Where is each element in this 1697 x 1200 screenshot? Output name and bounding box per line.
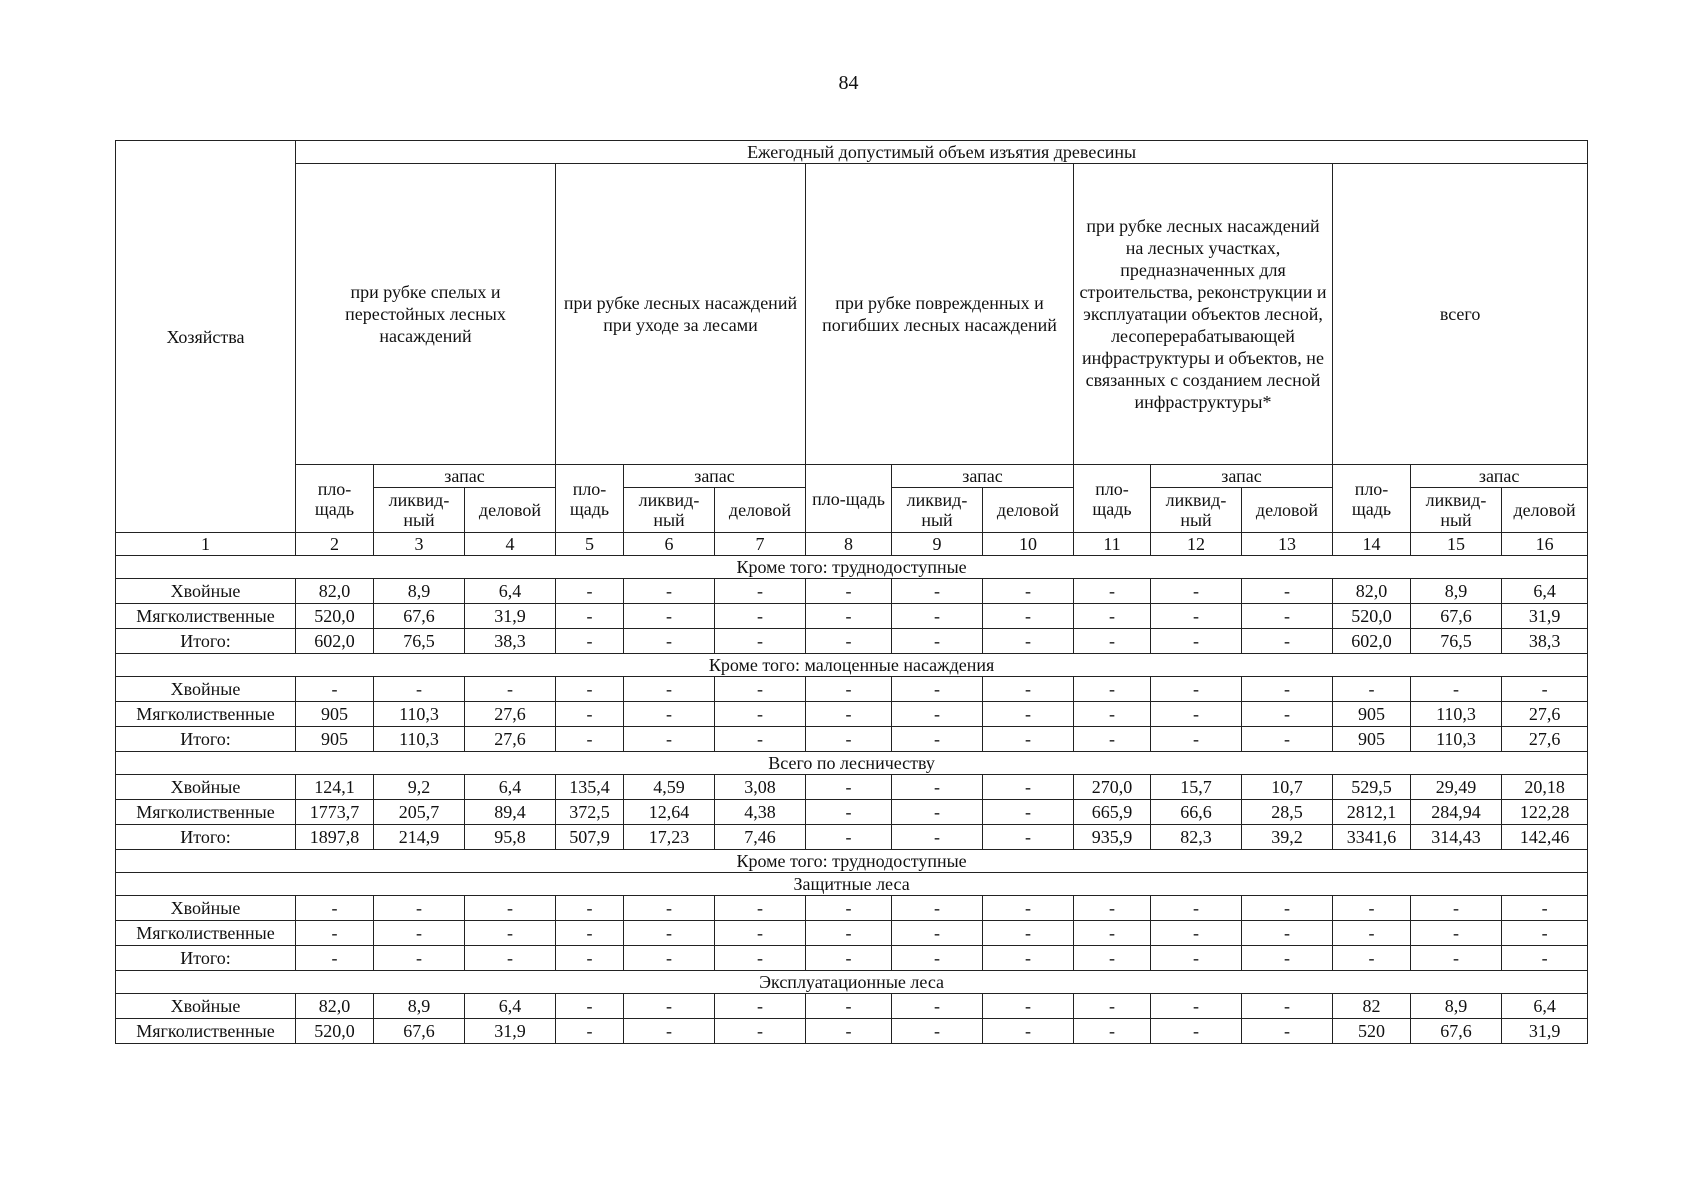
column-number: 6 bbox=[624, 533, 715, 556]
table-cell: - bbox=[624, 1019, 715, 1044]
table-cell: 6,4 bbox=[465, 994, 556, 1019]
table-cell: 95,8 bbox=[465, 825, 556, 850]
table-cell: 82,0 bbox=[296, 579, 374, 604]
table-cell: 6,4 bbox=[465, 775, 556, 800]
table-cell: 270,0 bbox=[1074, 775, 1151, 800]
table-row bbox=[116, 800, 1588, 825]
section-row bbox=[116, 873, 1588, 896]
table-row bbox=[116, 775, 1588, 800]
table-cell: 67,6 bbox=[374, 604, 465, 629]
header-households: Хозяйства bbox=[116, 141, 296, 533]
table-cell: - bbox=[1151, 629, 1242, 654]
table-cell: 89,4 bbox=[465, 800, 556, 825]
table-cell: - bbox=[806, 629, 892, 654]
table-cell: - bbox=[983, 1019, 1074, 1044]
table-cell: - bbox=[1074, 629, 1151, 654]
table-cell: 214,9 bbox=[374, 825, 465, 850]
row-label: Мягколиственные bbox=[116, 921, 296, 946]
table-cell: - bbox=[1502, 921, 1588, 946]
table-cell: - bbox=[556, 994, 624, 1019]
table-cell: - bbox=[715, 896, 806, 921]
column-number: 12 bbox=[1151, 533, 1242, 556]
table-cell: - bbox=[1242, 629, 1333, 654]
table-cell: - bbox=[983, 775, 1074, 800]
header-liquid: ликвид-ный bbox=[374, 488, 465, 533]
column-number: 10 bbox=[983, 533, 1074, 556]
header-group-mature: при рубке спелых и перестойных лесных насаждений bbox=[296, 164, 556, 465]
table-cell: - bbox=[1502, 896, 1588, 921]
table-cell: - bbox=[892, 677, 983, 702]
header-liquid: ликвид-ный bbox=[892, 488, 983, 533]
row-label: Хвойные bbox=[116, 677, 296, 702]
table-cell: 31,9 bbox=[1502, 1019, 1588, 1044]
table-cell: 8,9 bbox=[1411, 994, 1502, 1019]
table-cell: - bbox=[806, 994, 892, 1019]
table-cell: - bbox=[624, 677, 715, 702]
table-row bbox=[116, 946, 1588, 971]
table-cell: - bbox=[715, 579, 806, 604]
table-cell: 110,3 bbox=[374, 702, 465, 727]
table-cell: - bbox=[1242, 896, 1333, 921]
table-cell: 905 bbox=[296, 727, 374, 752]
table-cell: - bbox=[1242, 677, 1333, 702]
table-cell: 284,94 bbox=[1411, 800, 1502, 825]
table-cell: - bbox=[1242, 994, 1333, 1019]
table-row bbox=[116, 896, 1588, 921]
table-cell: 2812,1 bbox=[1333, 800, 1411, 825]
table-cell: - bbox=[296, 677, 374, 702]
row-label: Хвойные bbox=[116, 994, 296, 1019]
table-cell: - bbox=[983, 604, 1074, 629]
section-row bbox=[116, 850, 1588, 873]
table-cell: 17,23 bbox=[624, 825, 715, 850]
header-group-total: всего bbox=[1333, 164, 1588, 465]
table-row bbox=[116, 994, 1588, 1019]
table-cell: 602,0 bbox=[1333, 629, 1411, 654]
table-cell: - bbox=[1151, 727, 1242, 752]
table-cell: - bbox=[806, 727, 892, 752]
table-cell: 27,6 bbox=[1502, 727, 1588, 752]
row-label: Мягколиственные bbox=[116, 800, 296, 825]
table-cell: 529,5 bbox=[1333, 775, 1411, 800]
column-number: 5 bbox=[556, 533, 624, 556]
header-liquid: ликвид-ный bbox=[1151, 488, 1242, 533]
page-number: 84 bbox=[838, 72, 859, 94]
table-cell: - bbox=[1074, 921, 1151, 946]
table-cell: - bbox=[806, 800, 892, 825]
header-liquid: ликвид-ный bbox=[624, 488, 715, 533]
table-cell: - bbox=[624, 604, 715, 629]
table-cell: 602,0 bbox=[296, 629, 374, 654]
row-label: Мягколиственные bbox=[116, 702, 296, 727]
table-cell: - bbox=[892, 579, 983, 604]
table-cell: - bbox=[892, 1019, 983, 1044]
table-cell: 1897,8 bbox=[296, 825, 374, 850]
table-cell: - bbox=[715, 1019, 806, 1044]
table-cell: - bbox=[1151, 921, 1242, 946]
table-row bbox=[116, 677, 1588, 702]
table-cell: 9,2 bbox=[374, 775, 465, 800]
table-cell: 20,18 bbox=[1502, 775, 1588, 800]
column-number: 15 bbox=[1411, 533, 1502, 556]
table-cell: - bbox=[465, 921, 556, 946]
column-number: 7 bbox=[715, 533, 806, 556]
table-cell: - bbox=[556, 677, 624, 702]
table-cell: - bbox=[806, 921, 892, 946]
row-label: Мягколиственные bbox=[116, 604, 296, 629]
table-cell: 76,5 bbox=[1411, 629, 1502, 654]
table-cell: 520 bbox=[1333, 1019, 1411, 1044]
column-number: 4 bbox=[465, 533, 556, 556]
table-cell: 905 bbox=[296, 702, 374, 727]
table-cell: - bbox=[1242, 727, 1333, 752]
header-area: пло-щадь bbox=[296, 465, 374, 533]
table-cell: - bbox=[556, 629, 624, 654]
table-cell: - bbox=[892, 629, 983, 654]
row-label: Хвойные bbox=[116, 896, 296, 921]
table-cell: - bbox=[1242, 1019, 1333, 1044]
table-cell: - bbox=[715, 702, 806, 727]
header-business: деловой bbox=[983, 488, 1074, 533]
table-cell: 314,43 bbox=[1411, 825, 1502, 850]
table-cell: - bbox=[1074, 1019, 1151, 1044]
table-cell: - bbox=[1151, 579, 1242, 604]
table-row bbox=[116, 825, 1588, 850]
header-stock: запас bbox=[624, 465, 806, 488]
table-cell: - bbox=[983, 629, 1074, 654]
table-cell: - bbox=[715, 946, 806, 971]
table-cell: - bbox=[556, 896, 624, 921]
table-cell: - bbox=[892, 727, 983, 752]
table-cell: 29,49 bbox=[1411, 775, 1502, 800]
section-row bbox=[116, 752, 1588, 775]
table-cell: 520,0 bbox=[296, 604, 374, 629]
table-cell: - bbox=[624, 702, 715, 727]
column-number: 9 bbox=[892, 533, 983, 556]
table-cell: - bbox=[715, 994, 806, 1019]
table-cell: - bbox=[624, 921, 715, 946]
table-cell: - bbox=[892, 775, 983, 800]
table-cell: 935,9 bbox=[1074, 825, 1151, 850]
table-cell: - bbox=[1074, 702, 1151, 727]
table-cell: - bbox=[892, 994, 983, 1019]
column-number: 2 bbox=[296, 533, 374, 556]
header-group-construction: при рубке лесных насаждений на лесных участках, предназначенных для строительства, реконструкции и эксплуатации объектов лесной, лесоперерабатывающей инфраструктуры и объектов, не связанных с созданием лесной инфраструктуры* bbox=[1074, 164, 1333, 465]
table-cell: 110,3 bbox=[1411, 727, 1502, 752]
table-cell: 31,9 bbox=[465, 604, 556, 629]
table-cell: 39,2 bbox=[1242, 825, 1333, 850]
header-area: пло-щадь bbox=[1333, 465, 1411, 533]
section-row bbox=[116, 654, 1588, 677]
column-number: 14 bbox=[1333, 533, 1411, 556]
section-title: Кроме того: малоценные насаждения bbox=[116, 654, 1588, 677]
section-title: Всего по лесничеству bbox=[116, 752, 1588, 775]
table-cell: 76,5 bbox=[374, 629, 465, 654]
table-row bbox=[116, 702, 1588, 727]
table-cell: - bbox=[296, 921, 374, 946]
table-cell: - bbox=[1151, 994, 1242, 1019]
table-row bbox=[116, 1019, 1588, 1044]
table-cell: - bbox=[1333, 677, 1411, 702]
table-cell: - bbox=[715, 921, 806, 946]
table-cell: 6,4 bbox=[1502, 994, 1588, 1019]
table-cell: - bbox=[1151, 896, 1242, 921]
table-cell: - bbox=[892, 896, 983, 921]
table-row bbox=[116, 629, 1588, 654]
table-cell: - bbox=[1151, 677, 1242, 702]
timber-harvest-table bbox=[115, 140, 1588, 1044]
table-cell: - bbox=[983, 994, 1074, 1019]
header-group-damaged: при рубке поврежденных и погибших лесных насаждений bbox=[806, 164, 1074, 465]
table-cell: 12,64 bbox=[624, 800, 715, 825]
table-cell: 10,7 bbox=[1242, 775, 1333, 800]
table-cell: - bbox=[556, 946, 624, 971]
table-cell: - bbox=[624, 579, 715, 604]
section-row bbox=[116, 556, 1588, 579]
table-cell: 142,46 bbox=[1502, 825, 1588, 850]
table-cell: 82,0 bbox=[1333, 579, 1411, 604]
table-cell: - bbox=[983, 896, 1074, 921]
table-cell: - bbox=[1074, 896, 1151, 921]
table-cell: - bbox=[624, 629, 715, 654]
table-cell: - bbox=[1074, 604, 1151, 629]
table-cell: 3341,6 bbox=[1333, 825, 1411, 850]
table-cell: 27,6 bbox=[465, 702, 556, 727]
table-cell: - bbox=[1074, 727, 1151, 752]
header-stock: запас bbox=[892, 465, 1074, 488]
table-cell: 124,1 bbox=[296, 775, 374, 800]
table-cell: - bbox=[296, 896, 374, 921]
table-cell: 8,9 bbox=[374, 579, 465, 604]
table-cell: - bbox=[556, 1019, 624, 1044]
table-cell: - bbox=[374, 896, 465, 921]
table-cell: - bbox=[624, 994, 715, 1019]
header-stock: запас bbox=[1411, 465, 1588, 488]
table-cell: 3,08 bbox=[715, 775, 806, 800]
table-cell: - bbox=[556, 579, 624, 604]
table-cell: - bbox=[1074, 677, 1151, 702]
header-area: пло-щадь bbox=[806, 465, 892, 533]
table-cell: - bbox=[1411, 896, 1502, 921]
table-cell: - bbox=[806, 825, 892, 850]
header-area: пло-щадь bbox=[556, 465, 624, 533]
table-cell: - bbox=[1411, 677, 1502, 702]
table-cell: - bbox=[983, 800, 1074, 825]
table-cell: - bbox=[465, 677, 556, 702]
table-cell: 82,0 bbox=[296, 994, 374, 1019]
table-cell: - bbox=[983, 727, 1074, 752]
table-cell: - bbox=[806, 775, 892, 800]
header-title: Ежегодный допустимый объем изъятия древесины bbox=[296, 141, 1588, 164]
table-cell: 38,3 bbox=[1502, 629, 1588, 654]
row-label: Итого: bbox=[116, 825, 296, 850]
header-business: деловой bbox=[1502, 488, 1588, 533]
table-cell: - bbox=[374, 946, 465, 971]
table-cell: - bbox=[892, 800, 983, 825]
table-cell: 507,9 bbox=[556, 825, 624, 850]
table-cell: 4,38 bbox=[715, 800, 806, 825]
table-cell: 82 bbox=[1333, 994, 1411, 1019]
header-liquid: ликвид-ный bbox=[1411, 488, 1502, 533]
row-label: Хвойные bbox=[116, 579, 296, 604]
table-cell: - bbox=[1151, 1019, 1242, 1044]
table-cell: - bbox=[892, 604, 983, 629]
table-cell: 4,59 bbox=[624, 775, 715, 800]
table-cell: - bbox=[1151, 604, 1242, 629]
section-title: Кроме того: труднодоступные bbox=[116, 556, 1588, 579]
table-cell: - bbox=[806, 702, 892, 727]
table-cell: 66,6 bbox=[1151, 800, 1242, 825]
table-cell: 27,6 bbox=[465, 727, 556, 752]
table-cell: 82,3 bbox=[1151, 825, 1242, 850]
table-cell: 110,3 bbox=[374, 727, 465, 752]
table-cell: - bbox=[556, 702, 624, 727]
table-cell: 27,6 bbox=[1502, 702, 1588, 727]
table-cell: - bbox=[556, 921, 624, 946]
column-number: 1 bbox=[116, 533, 296, 556]
table-cell: - bbox=[983, 579, 1074, 604]
header-stock: запас bbox=[1151, 465, 1333, 488]
table-cell: 520,0 bbox=[1333, 604, 1411, 629]
column-number: 8 bbox=[806, 533, 892, 556]
section-title: Защитные леса bbox=[116, 873, 1588, 896]
table-cell: 372,5 bbox=[556, 800, 624, 825]
header-business: деловой bbox=[715, 488, 806, 533]
table-cell: - bbox=[1242, 921, 1333, 946]
table-cell: 7,46 bbox=[715, 825, 806, 850]
table-cell: - bbox=[715, 677, 806, 702]
column-number: 3 bbox=[374, 533, 465, 556]
table-cell: - bbox=[465, 946, 556, 971]
table-cell: 905 bbox=[1333, 727, 1411, 752]
column-number: 16 bbox=[1502, 533, 1588, 556]
table-cell: - bbox=[806, 1019, 892, 1044]
table-row bbox=[116, 727, 1588, 752]
table-cell: - bbox=[983, 946, 1074, 971]
header-group-care: при рубке лесных насаждений при уходе за лесами bbox=[556, 164, 806, 465]
table-cell: 67,6 bbox=[374, 1019, 465, 1044]
table-cell: - bbox=[715, 727, 806, 752]
table-cell: - bbox=[624, 896, 715, 921]
table-cell: - bbox=[1502, 677, 1588, 702]
table-cell: 67,6 bbox=[1411, 604, 1502, 629]
header-business: деловой bbox=[1242, 488, 1333, 533]
table-row bbox=[116, 604, 1588, 629]
table-cell: 38,3 bbox=[465, 629, 556, 654]
table-cell: - bbox=[374, 921, 465, 946]
section-title: Кроме того: труднодоступные bbox=[116, 850, 1588, 873]
table-cell: 31,9 bbox=[1502, 604, 1588, 629]
table-cell: 110,3 bbox=[1411, 702, 1502, 727]
table-cell: - bbox=[1074, 946, 1151, 971]
table-cell: - bbox=[624, 946, 715, 971]
table-cell: 31,9 bbox=[465, 1019, 556, 1044]
table-cell: - bbox=[983, 825, 1074, 850]
table-cell: - bbox=[1242, 579, 1333, 604]
table-cell: - bbox=[1242, 604, 1333, 629]
table-cell: 28,5 bbox=[1242, 800, 1333, 825]
table-cell: - bbox=[1151, 946, 1242, 971]
table-cell: - bbox=[1411, 921, 1502, 946]
table-cell: - bbox=[983, 677, 1074, 702]
row-label: Итого: bbox=[116, 629, 296, 654]
table-cell: 665,9 bbox=[1074, 800, 1151, 825]
table-cell: - bbox=[983, 702, 1074, 727]
table-cell: 6,4 bbox=[1502, 579, 1588, 604]
table-cell: - bbox=[892, 825, 983, 850]
table-cell: - bbox=[1242, 702, 1333, 727]
table-cell: - bbox=[296, 946, 374, 971]
table-cell: - bbox=[1333, 896, 1411, 921]
table-cell: - bbox=[1242, 946, 1333, 971]
table-cell: 520,0 bbox=[296, 1019, 374, 1044]
table-cell: - bbox=[1151, 702, 1242, 727]
table-cell: 135,4 bbox=[556, 775, 624, 800]
table-cell: 67,6 bbox=[1411, 1019, 1502, 1044]
table-cell: - bbox=[374, 677, 465, 702]
table-cell: 905 bbox=[1333, 702, 1411, 727]
section-title: Эксплуатационные леса bbox=[116, 971, 1588, 994]
table-cell: - bbox=[1411, 946, 1502, 971]
table-cell: - bbox=[983, 921, 1074, 946]
row-label: Итого: bbox=[116, 727, 296, 752]
table-cell: 15,7 bbox=[1151, 775, 1242, 800]
table-cell: - bbox=[806, 604, 892, 629]
column-number: 11 bbox=[1074, 533, 1151, 556]
header-business: деловой bbox=[465, 488, 556, 533]
table-cell: 205,7 bbox=[374, 800, 465, 825]
table-cell: - bbox=[465, 896, 556, 921]
table-cell: - bbox=[556, 727, 624, 752]
table-cell: - bbox=[1074, 579, 1151, 604]
table-cell: - bbox=[806, 677, 892, 702]
column-number: 13 bbox=[1242, 533, 1333, 556]
table-cell: 122,28 bbox=[1502, 800, 1588, 825]
table-cell: 1773,7 bbox=[296, 800, 374, 825]
row-label: Хвойные bbox=[116, 775, 296, 800]
table-cell: - bbox=[624, 727, 715, 752]
table-cell: 8,9 bbox=[1411, 579, 1502, 604]
table-cell: - bbox=[892, 702, 983, 727]
section-row bbox=[116, 971, 1588, 994]
table-cell: - bbox=[806, 896, 892, 921]
table-cell: 6,4 bbox=[465, 579, 556, 604]
header-area: пло-щадь bbox=[1074, 465, 1151, 533]
row-label: Мягколиственные bbox=[116, 1019, 296, 1044]
table-cell: - bbox=[892, 921, 983, 946]
table-cell: - bbox=[1074, 994, 1151, 1019]
table-row bbox=[116, 579, 1588, 604]
table-cell: - bbox=[715, 629, 806, 654]
table-cell: - bbox=[556, 604, 624, 629]
table-cell: - bbox=[715, 604, 806, 629]
row-label: Итого: bbox=[116, 946, 296, 971]
table-row bbox=[116, 921, 1588, 946]
table-cell: - bbox=[806, 579, 892, 604]
table-cell: - bbox=[1333, 921, 1411, 946]
table-cell: - bbox=[806, 946, 892, 971]
table-cell: - bbox=[1502, 946, 1588, 971]
table-cell: - bbox=[1333, 946, 1411, 971]
table-cell: - bbox=[892, 946, 983, 971]
table-cell: 8,9 bbox=[374, 994, 465, 1019]
header-stock: запас bbox=[374, 465, 556, 488]
